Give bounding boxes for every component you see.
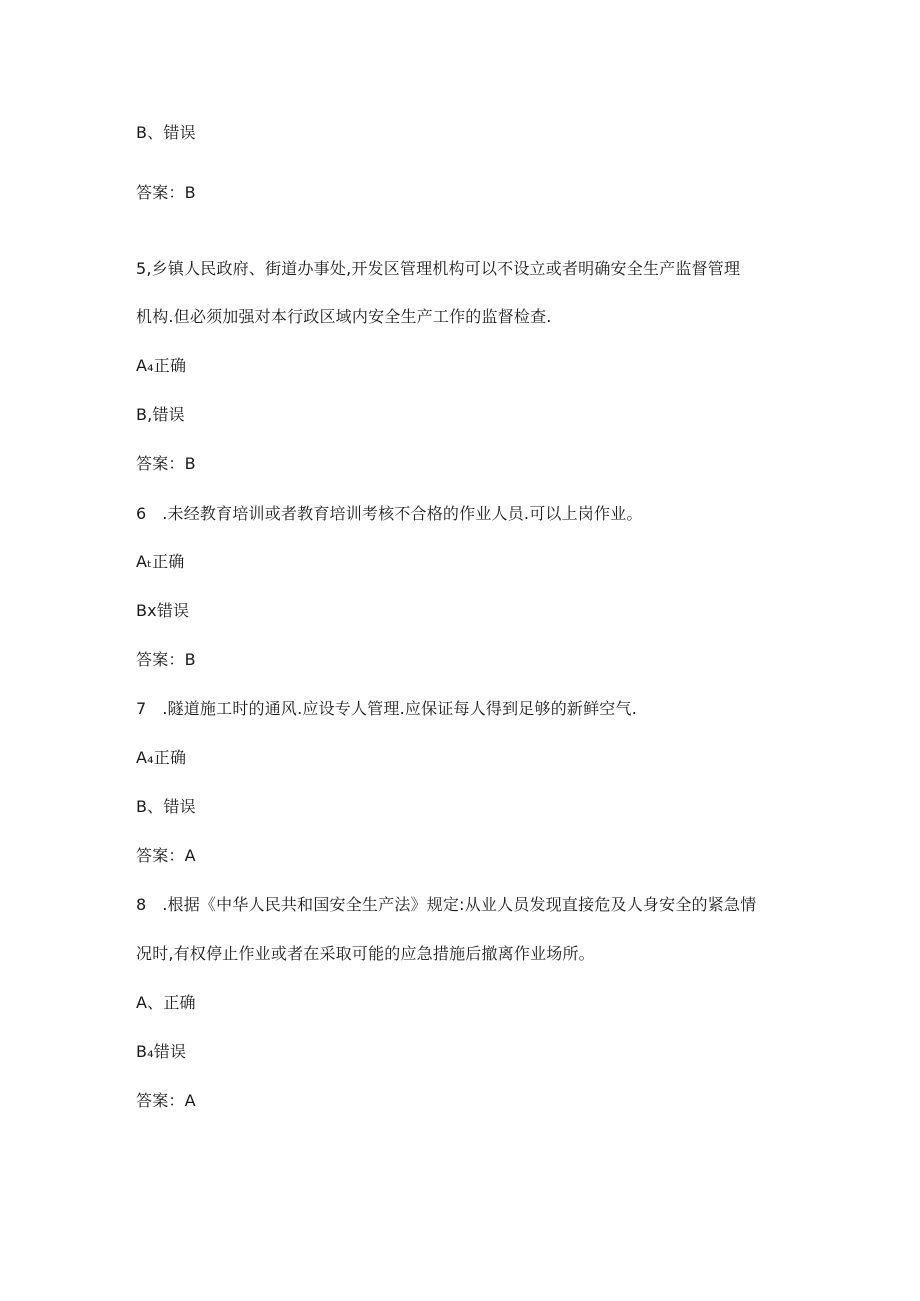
option-b-line: B₄错误 — [136, 1042, 187, 1061]
question-6-line: 6 .未经教育培训或者教育培训考核不合格的作业人员.可以上岗作业。 — [136, 504, 643, 523]
option-b-line: B、错误 — [136, 797, 196, 816]
option-a-line: A₄正确 — [136, 356, 187, 375]
option-b-line: B、错误 — [136, 123, 196, 142]
answer-line: 答案：A — [136, 846, 196, 865]
option-b-line: B,错误 — [136, 405, 185, 424]
question-7-line: 7 .隧道施工时的通风.应设专人管理.应保证每人得到足够的新鲜空气. — [136, 699, 637, 718]
answer-line: 答案：B — [136, 183, 196, 202]
question-5-line-1: 5,乡镇人民政府、街道办事处,开发区管理机构可以不设立或者明确安全生产监督管理 — [136, 259, 741, 278]
option-a-line: Aₜ正确 — [136, 552, 185, 571]
question-8-line-2: 况时,有权停止作业或者在采取可能的应急措施后撤离作业场所。 — [136, 944, 595, 963]
answer-line: 答案：B — [136, 650, 196, 669]
option-b-line: Bx错误 — [136, 601, 190, 620]
answer-line: 答案：A — [136, 1091, 196, 1110]
question-5-line-2: 机构.但必须加强对本行政区域内安全生产工作的监督检查. — [136, 307, 552, 326]
option-a-line: A、正确 — [136, 993, 196, 1012]
answer-line: 答案：B — [136, 454, 196, 473]
option-a-line: A₄正确 — [136, 748, 187, 767]
question-8-line-1: 8 .根据《中华人民共和国安全生产法》规定:从业人员发现直接危及人身安全的紧急情 — [136, 895, 757, 914]
